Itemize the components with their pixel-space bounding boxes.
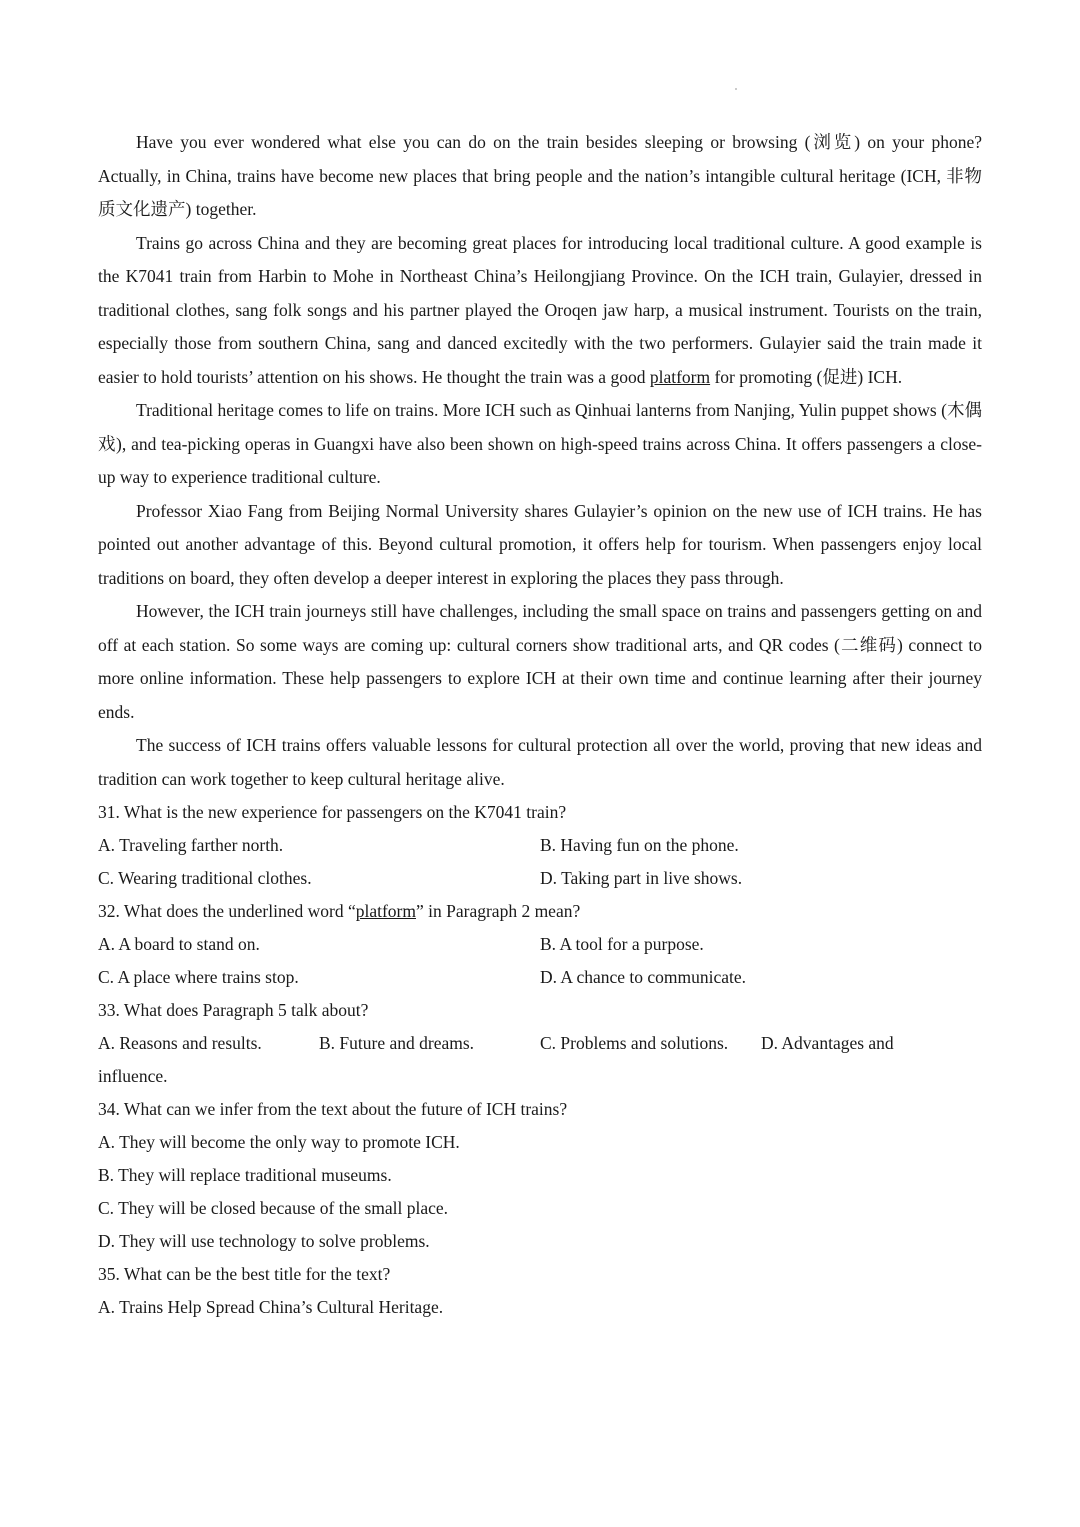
paragraph-1: Have you ever wondered what else you can do on the train besides sleeping or browsing (浏览) on your phone? Actually, in China, trains have become new places that bring people and the nation’s intangible cultural heritage (ICH, 非物质文化遗产) together. (98, 132, 982, 219)
option-a: A. A board to stand on. (98, 934, 260, 954)
option-d: D. They will use technology to solve problems. (98, 1231, 430, 1251)
option-b: B. Having fun on the phone. (540, 835, 739, 855)
option-a: A. Reasons and results. (98, 1033, 262, 1053)
question-31 (98, 796, 982, 895)
options (98, 1027, 982, 1060)
underlined-word: platform (649, 366, 711, 387)
option-d-continued: influence. (98, 1066, 168, 1086)
question-33 (98, 994, 982, 1093)
paragraph-2 (98, 227, 982, 395)
question-stem: 35. What can be the best title for the text? (98, 1264, 391, 1284)
question-35 (98, 1258, 982, 1324)
options (98, 829, 982, 895)
question-34 (98, 1093, 982, 1258)
option-b: B. A tool for a purpose. (540, 934, 704, 954)
option-c: C. Wearing traditional clothes. (98, 868, 312, 888)
reading-passage (98, 126, 982, 796)
paragraph-2-end: for promoting (促进) ICH. (710, 366, 903, 387)
option-a: A. Traveling farther north. (98, 835, 284, 855)
option-d: D. Taking part in live shows. (540, 868, 743, 888)
option-d: D. A chance to communicate. (540, 967, 747, 987)
question-stem: 31. What is the new experience for passengers on the K7041 train? (98, 802, 567, 822)
question-stem: 33. What does Paragraph 5 talk about? (98, 1000, 369, 1020)
paragraph-4: Professor Xiao Fang from Beijing Normal University shares Gulayier’s opinion on the new use of ICH trains. He has pointed out another advantage of this. Beyond cultural promotion, it offers help for tourism. When passengers enjoy local traditions on board, they often develop a deeper interest in exploring the places they pass through. (98, 500, 982, 588)
paragraph-3: Traditional heritage comes to life on trains. More ICH such as Qinhuai lanterns from Nanjing, Yulin puppet shows (木偶戏), and tea-picking operas in Guangxi have also been shown on high-speed trains across China. It offers passengers a close-up way to experience traditional culture. (98, 400, 982, 487)
scan-dot (735, 88, 737, 90)
option-c: C. A place where trains stop. (98, 967, 299, 987)
paragraph-6: The success of ICH trains offers valuable lessons for cultural protection all over the world, proving that new ideas and tradition can work together to keep cultural heritage alive. (98, 735, 982, 789)
underlined-word: platform (355, 901, 416, 921)
question-stem: 34. What can we infer from the text about the future of ICH trains? (98, 1099, 568, 1119)
stem-end: ” in Paragraph 2 mean? (416, 901, 581, 921)
question-32 (98, 895, 982, 994)
option-c: C. Problems and solutions. (540, 1033, 729, 1053)
paragraph-2-text: Trains go across China and they are becoming great places for introducing local traditional culture. A good example is the K7041 train from Harbin to Mohe in Northeast China’s Heilongjiang Province. On the ICH train, Gulayier, dressed in traditional clothes, sang folk songs and his partner played the Oroqen jaw harp, a musical instrument. Tourists on the train, especially those from southern China, sang and danced excitedly with the two performers. Gulayier said the train made it easier to hold tourists’ attention on his shows. He thought the train was a good (98, 232, 982, 387)
option-c: C. They will be closed because of the small place. (98, 1198, 449, 1218)
options (98, 928, 982, 994)
option-a: A. Trains Help Spread China’s Cultural Heritage. (98, 1297, 444, 1317)
option-b: B. They will replace traditional museums. (98, 1165, 392, 1185)
exam-page (98, 126, 982, 1324)
paragraph-5: However, the ICH train journeys still have challenges, including the small space on trains and passengers getting on and off at each station. So some ways are coming up: cultural corners show traditional arts, and QR codes (二维码) connect to more online information. These help passengers to explore ICH at their own time and continue learning after their journey ends. (98, 601, 982, 722)
option-b: B. Future and dreams. (319, 1033, 475, 1053)
question-stem (98, 895, 982, 928)
option-d: D. Advantages and (761, 1033, 894, 1053)
stem-start: 32. What does the underlined word “ (98, 901, 356, 921)
option-a: A. They will become the only way to promote ICH. (98, 1132, 460, 1152)
